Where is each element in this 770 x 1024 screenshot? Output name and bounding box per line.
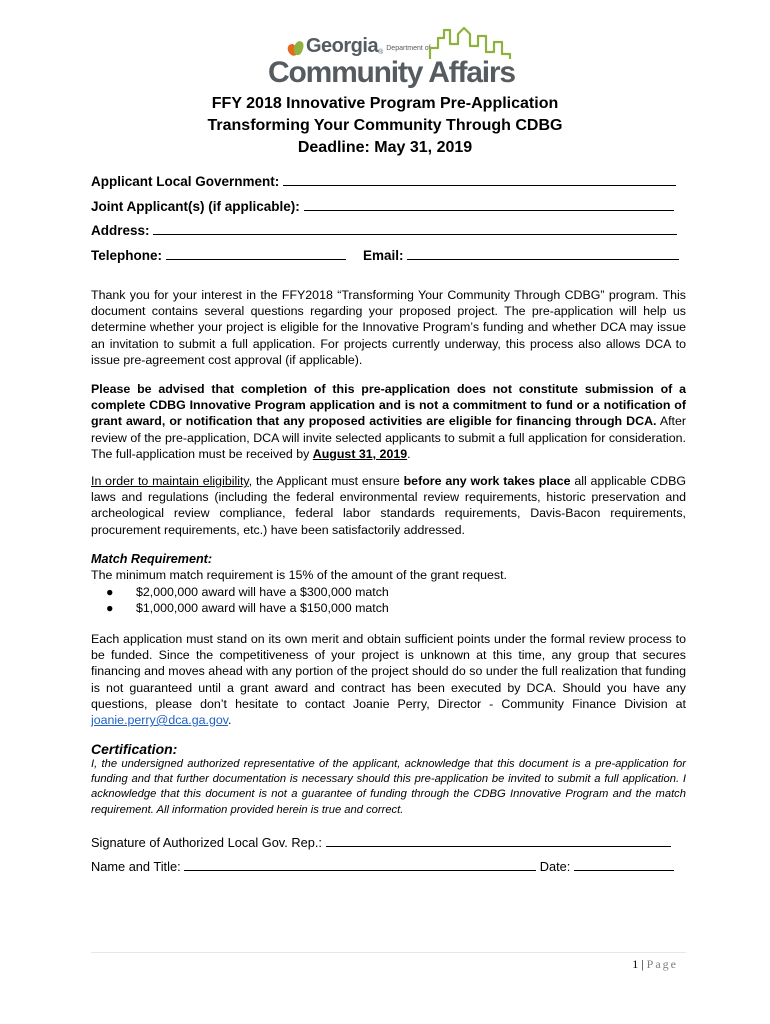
eligibility-bold: before any work takes place [403, 474, 571, 488]
bullet-icon: ● [106, 601, 114, 615]
merit-text: Each application must stand on its own merit and obtain sufficient points under the formal review process to be funded. Since the competitiveness of your project is unknown at this time, any group that secures financing and moves ahead with any portion of the project should do so under the full realization that funding is not guaranteed until a grant award and contract has been executed by DCA. Should you have any questions, please don’t hesitate to contact Joanie Perry, Director - Community Finance Division at [91, 632, 686, 711]
applicant-field [91, 172, 676, 191]
full-application-deadline: August 31, 2019 [312, 446, 408, 461]
dca-logo [268, 26, 515, 96]
logo-georgia-line [288, 34, 431, 56]
telephone-field [91, 246, 346, 265]
intro-paragraph: Thank you for your interest in the FFY2018 “Transforming Your Community Through CDBG” program. This document contains several questions regarding your proposed project. The pre-application will help us determine whether your project is eligible for the Innovative Program’s funding and whether DCA may issue an invitation to submit a full application. For projects currently underway, this process also allows DCA to issue pre-agreement cost approval (if applicable). [91, 288, 686, 367]
logo-community-affairs-text: Community Affairs [268, 56, 515, 89]
joint-applicant-label: Joint Applicant(s) (if applicable): [91, 199, 300, 214]
bullet-icon: ● [106, 585, 114, 599]
date-label: Date: [539, 859, 571, 874]
peach-icon [288, 40, 304, 56]
match-bullet-2: $1,000,000 award will have a $150,000 match [136, 601, 389, 615]
name-title-label: Name and Title: [91, 859, 181, 874]
skyline-icon [428, 26, 512, 60]
signature-input-line[interactable] [326, 833, 671, 847]
date-input-line[interactable] [574, 857, 674, 871]
contact-email-link[interactable]: joanie.perry@dca.ga.gov [91, 713, 229, 728]
name-title-input-line[interactable] [184, 857, 536, 871]
merit-end: . [228, 713, 232, 728]
certification-text: I, the undersigned authorized representative of the applicant, acknowledge that this document is a pre-application for funding and that further documentation is necessary should this pre-application be invited to submit a full application. I acknowledge that this document is not a guarantee of funding through the CDBG Innovative Program and the match requirement. All information provided herein is true and correct. [91, 758, 686, 816]
address-input-line[interactable] [153, 221, 677, 235]
advised-text: After review of the pre-application, DCA will invite selected applicants to submit a full application for consideration. The full-application must be received by [91, 414, 686, 461]
email-label: Email: [363, 248, 404, 263]
page-number: 1 [632, 957, 639, 971]
signature-label: Signature of Authorized Local Gov. Rep.: [91, 835, 322, 850]
match-heading: Match Requirement: [91, 552, 213, 566]
eligibility-underlined: In order to maintain eligibility [91, 474, 249, 488]
list-item [106, 584, 389, 600]
advised-bold-text: Please be advised that completion of this pre-application does not constitute submission of a complete CDBG Innovative Program application and is not a commitment to fund or a notification of grant award, or notification that any proposed activities are eligible for financing through DCA. [91, 382, 686, 429]
applicant-label: Applicant Local Government: [91, 174, 280, 189]
title-deadline: Deadline: May 31, 2019 [297, 139, 473, 156]
match-bullet-1: $2,000,000 award will have a $300,000 match [136, 585, 389, 599]
eligibility-text-c: all applicable CDBG laws and regulations (including the federal environmental review requirements, historic preservation and archeological review compliance, federal labor standards requirements, Davis-Bacon requirements, procurement requirements, etc.) have been satisfactorily addressed. [91, 474, 686, 537]
eligibility-text-a: , the Applicant must ensure [248, 474, 404, 488]
advised-paragraph [91, 381, 686, 462]
joint-applicant-field [91, 197, 674, 216]
email-field [363, 246, 679, 265]
certification-heading: Certification: [91, 741, 178, 757]
merit-paragraph [91, 631, 686, 728]
applicant-input-line[interactable] [283, 172, 676, 186]
footer-divider [91, 952, 686, 953]
match-text: The minimum match requirement is 15% of the amount of the grant request. [91, 568, 507, 582]
signature-field [91, 833, 671, 851]
eligibility-paragraph [91, 473, 686, 538]
title-program: FFY 2018 Innovative Program Pre-Application [211, 95, 559, 112]
logo-georgia-text: Georgia [306, 35, 379, 57]
list-item [106, 600, 389, 616]
address-field [91, 221, 677, 240]
telephone-input-line[interactable] [166, 246, 346, 260]
telephone-label: Telephone: [91, 248, 163, 263]
address-label: Address: [91, 223, 150, 238]
page-word: Page [646, 957, 678, 971]
logo-registered-mark: ® [378, 49, 384, 56]
advised-end: . [407, 446, 411, 461]
email-input-line[interactable] [407, 246, 679, 260]
page-footer [632, 956, 678, 972]
page-separator: | [638, 957, 647, 971]
joint-applicant-input-line[interactable] [304, 197, 674, 211]
title-subtitle: Transforming Your Community Through CDBG [207, 117, 563, 134]
logo-department-text: Department of [386, 45, 431, 52]
name-title-field [91, 857, 674, 875]
